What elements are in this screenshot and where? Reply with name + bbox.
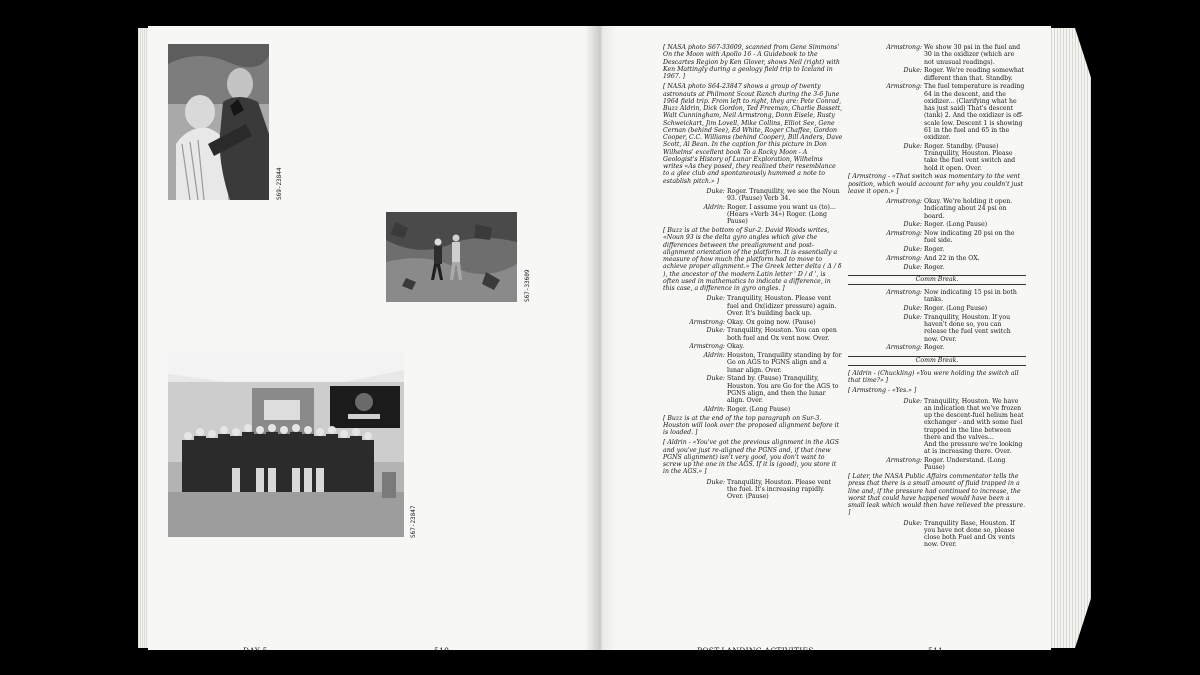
speaker-name: Duke: <box>903 142 922 150</box>
spoken-text: Roger. Tranquility, we see the Noun 93. (Pause) Verb 34. <box>727 187 840 202</box>
transcript-column-left <box>663 44 843 502</box>
spoken-text: And 22 in the OX. <box>924 254 980 262</box>
transcript-line <box>848 398 1026 456</box>
transcript-column-right <box>848 44 1026 550</box>
transcript-line <box>663 204 843 226</box>
comm-break: Comm Break. <box>848 356 1026 366</box>
editorial-note: [ Aldrin - «You've got the previous alignment in the AGS and you've just re-aligned the PGNS and, if that (new PGNS alignment) isn't very good, you don't want to screw up the one in the AGS. If it is (good), you store it in the AGS.» ] <box>663 439 839 476</box>
speaker-name: Duke: <box>903 246 922 253</box>
editorial-note: [ Buzz is at the bottom of Sur-2. David Woods writes, «Noun 93 is the delta gyro angles which give the differences between the prealignment and post-alignment orientation of the platform. It is essentially a measure of how much the platform had to move to achieve proper alignment.» The Greek letter delta ( Δ / δ ), the ancestor of the modern Latin letter ' D / d ', is often used in mathematics to indicate a difference, in this case, a difference in gyro angles. ] <box>663 227 842 292</box>
speaker-name: Duke: <box>706 478 725 486</box>
spoken-text: Stand by. (Pause) Tranquility, Houston. You are Go for the AGS to PGNS align, and then the lunar align. Over. <box>727 375 839 404</box>
transcript-line <box>848 457 1026 472</box>
transcript-line <box>663 319 843 326</box>
spoken-text: Roger. <box>924 344 945 352</box>
speaker-name: Aldrin: <box>703 405 725 413</box>
speaker-name: Duke: <box>903 305 922 312</box>
page-number-left: 510 <box>434 646 450 655</box>
speaker-name: Duke: <box>706 187 725 195</box>
transcript-line <box>663 188 843 203</box>
editorial-note: [ Buzz is at the end of the top paragraph on Sur-3. Houston will look over the proposed alignment before it is loaded. ] <box>663 414 840 436</box>
book-gutter-shadow <box>585 26 617 650</box>
transcript-line <box>663 375 843 404</box>
transcript-line <box>848 344 1026 351</box>
speaker-name: Armstrong: <box>689 343 725 351</box>
transcript-line <box>663 295 843 317</box>
speaker-name: Armstrong: <box>886 289 922 296</box>
transcript-line <box>848 289 1026 304</box>
spoken-text: Roger. I assume you want us (to)... (Hears «Verb 34») Roger. (Long Pause) <box>727 203 836 226</box>
speaker-name: Duke: <box>903 263 922 271</box>
speaker-name: Armstrong: <box>886 254 922 262</box>
transcript-line <box>663 327 843 342</box>
photo-field-trip-closeup <box>168 44 269 200</box>
spoken-text: Roger. Understand. (Long Pause) <box>924 457 1006 472</box>
spoken-text: Okay. <box>727 343 745 351</box>
editorial-note: [ NASA photo S67-33609, scanned from Gene Simmons' On the Moon with Apollo 16 - A Guidebook to the Descartes Region by Ken Glover, shows Neil (right) with Ken Mattingly during a geology field trip to Iceland in 1967. ] <box>663 44 840 80</box>
spoken-text: Roger. <box>924 263 945 271</box>
transcript-line <box>848 83 1026 141</box>
spoken-text: Roger. Standby. (Pause) Tranquility, Houston. Please take the fuel vent switch and hold it open. Over. <box>924 142 1016 172</box>
speaker-name: Duke: <box>903 313 922 321</box>
spoken-text: Tranquility, Houston. You can open both fuel and Ox vent now. Over. <box>727 327 837 342</box>
speaker-name: Duke: <box>903 397 922 405</box>
transcript-line <box>848 44 1026 66</box>
speaker-name: Armstrong: <box>886 230 922 237</box>
transcript-line <box>848 314 1026 343</box>
speaker-name: Aldrin: <box>703 203 725 211</box>
comm-break: Comm Break. <box>848 275 1026 285</box>
photo-iceland-rocks <box>386 212 517 302</box>
speaker-name: Duke: <box>706 327 725 335</box>
spoken-text: Okay. Ox going now. (Pause) <box>727 318 816 326</box>
spoken-text: The fuel temperature is reading 64 in the descent, and the oxidizer... (Clarifying what he has just said) That's descent (tank) 2. And the oxidizer is off-scale low. Descent 1 is showing 61 in the fuel and 65 in the oxidizer. <box>924 83 1025 141</box>
transcript-line <box>663 352 843 374</box>
transcript-line <box>848 230 1026 245</box>
transcript-line <box>848 255 1026 262</box>
spoken-text: Roger. We're reading somewhat different than that. Standby. <box>924 67 1025 82</box>
speaker-name: Duke: <box>903 221 922 229</box>
photo-code-2: S67-33609 <box>524 269 531 302</box>
speaker-name: Armstrong: <box>886 83 922 91</box>
transcript-line <box>848 221 1026 228</box>
editorial-note: [ Aldrin - (Chuckling) «You were holding the switch all that time?» ] <box>848 369 1019 384</box>
photo-code-1: S69-23844 <box>276 167 283 200</box>
editorial-note: [ Later, the NASA Public Affairs commentator tells the press that there is a small amount of fluid trapped in a line and, if the pressure had continued to increase, the worst that could have happened would have been a small leak which would then have relieved the pressure. ] <box>848 473 1026 517</box>
spoken-text: We show 30 psi in the fuel and 30 in the oxidizer (which are not unusual readings). <box>924 44 1021 66</box>
speaker-name: Aldrin: <box>703 352 725 359</box>
speaker-name: Armstrong: <box>886 457 922 464</box>
spoken-text: Tranquility, Houston. We have an indication that we've frozen up the descent-fuel helium heat exchanger - and with some fuel trapped in the line between there and the valves... And the pressure we're looking at is increasing there. Over. <box>924 397 1024 456</box>
transcript-line <box>848 264 1026 271</box>
speaker-name: Duke: <box>706 375 725 383</box>
page-number-right: 511 <box>928 646 944 655</box>
footer-day: DAY 5 <box>243 646 268 655</box>
speaker-name: Armstrong: <box>886 344 922 352</box>
spoken-text: Roger. (Long Pause) <box>924 221 988 229</box>
editorial-note: [ Armstrong - «That switch was momentary to the vent position, which would account for why you couldn't just leave it open.» ] <box>848 173 1023 195</box>
speaker-name: Duke: <box>903 67 922 75</box>
transcript-line <box>848 246 1026 253</box>
page-stack-left <box>138 28 148 648</box>
speaker-name: Armstrong: <box>689 318 725 326</box>
left-page <box>148 26 601 655</box>
transcript-line <box>663 343 843 350</box>
page-stack-right <box>1051 28 1091 648</box>
speaker-name: Armstrong: <box>886 44 922 51</box>
spoken-text: Tranquility, Houston. If you haven't done so, you can release the fuel vent switch now. Over. <box>924 313 1011 343</box>
spoken-text: Roger. (Long Pause) <box>924 305 988 312</box>
transcript-line <box>663 406 843 413</box>
transcript-line <box>848 143 1026 172</box>
editorial-note: [ NASA photo S64-23847 shows a group of twenty astronauts at Philmont Scout Ranch during the 3-6 June 1964 field trip. From left to right, they are: Pete Conrad, Buzz Aldrin, Dick Gordon, Ted Freeman, Charlie Bassett, Walt Cunningham, Neil Armstrong, Donn Eisele, Rusty Schweickart, Jim Lovell, Mike Collins, Elliot See, Gene Cernan (behind See), Ed White, Roger Chaffee, Gordon Cooper, C.C. Williams (behind Cooper), Bill Anders, Dave Scott, Al Bean. In the caption for this picture in Don Wilhelms' excellent book To a Rocky Moon - A Geologist's History of Lunar Exploration, Wilhelms writes «As they posed, they realized their resemblance to a glee club and spontaneously hummed a note to establish pitch.» ] <box>663 83 843 185</box>
transcript-line <box>848 520 1026 549</box>
spoken-text: Now indicating 20 psi on the fuel side. <box>924 230 1015 245</box>
transcript-line <box>663 479 843 501</box>
footer-section-title: POST-LANDING ACTIVITIES <box>697 646 814 655</box>
transcript-line <box>848 198 1026 220</box>
spoken-text: Roger. <box>924 246 945 253</box>
transcript-line <box>848 305 1026 312</box>
photo-code-3: S67-23847 <box>410 505 417 538</box>
speaker-name: Duke: <box>903 519 922 527</box>
spoken-text: Tranquility Base, Houston. If you have not done so, please close both Fuel and Ox vents now. Over. <box>924 519 1015 549</box>
editorial-note: [ Armstrong - «Yes.» ] <box>848 387 917 395</box>
spoken-text: Tranquility, Houston. Please vent fuel and Ox(idizer pressure) again. Over. It's building back up. <box>727 295 837 317</box>
speaker-name: Duke: <box>706 295 725 303</box>
transcript-line <box>848 67 1026 82</box>
spoken-text: Okay. We're holding it open. Indicating about 24 psi on board. <box>924 198 1013 220</box>
speaker-name: Armstrong: <box>886 198 922 205</box>
spoken-text: Roger. (Long Pause) <box>727 405 791 413</box>
spoken-text: Houston, Tranquility standing by for Go on AGS to PGNS align and a lunar align. Over. <box>727 352 842 374</box>
spoken-text: Now indicating 15 psi in both tanks. <box>924 289 1017 304</box>
spoken-text: Tranquility, Houston. Please vent the fuel. It's increasing rapidly. Over. (Pause) <box>727 478 832 500</box>
photo-astronaut-group <box>168 352 404 537</box>
